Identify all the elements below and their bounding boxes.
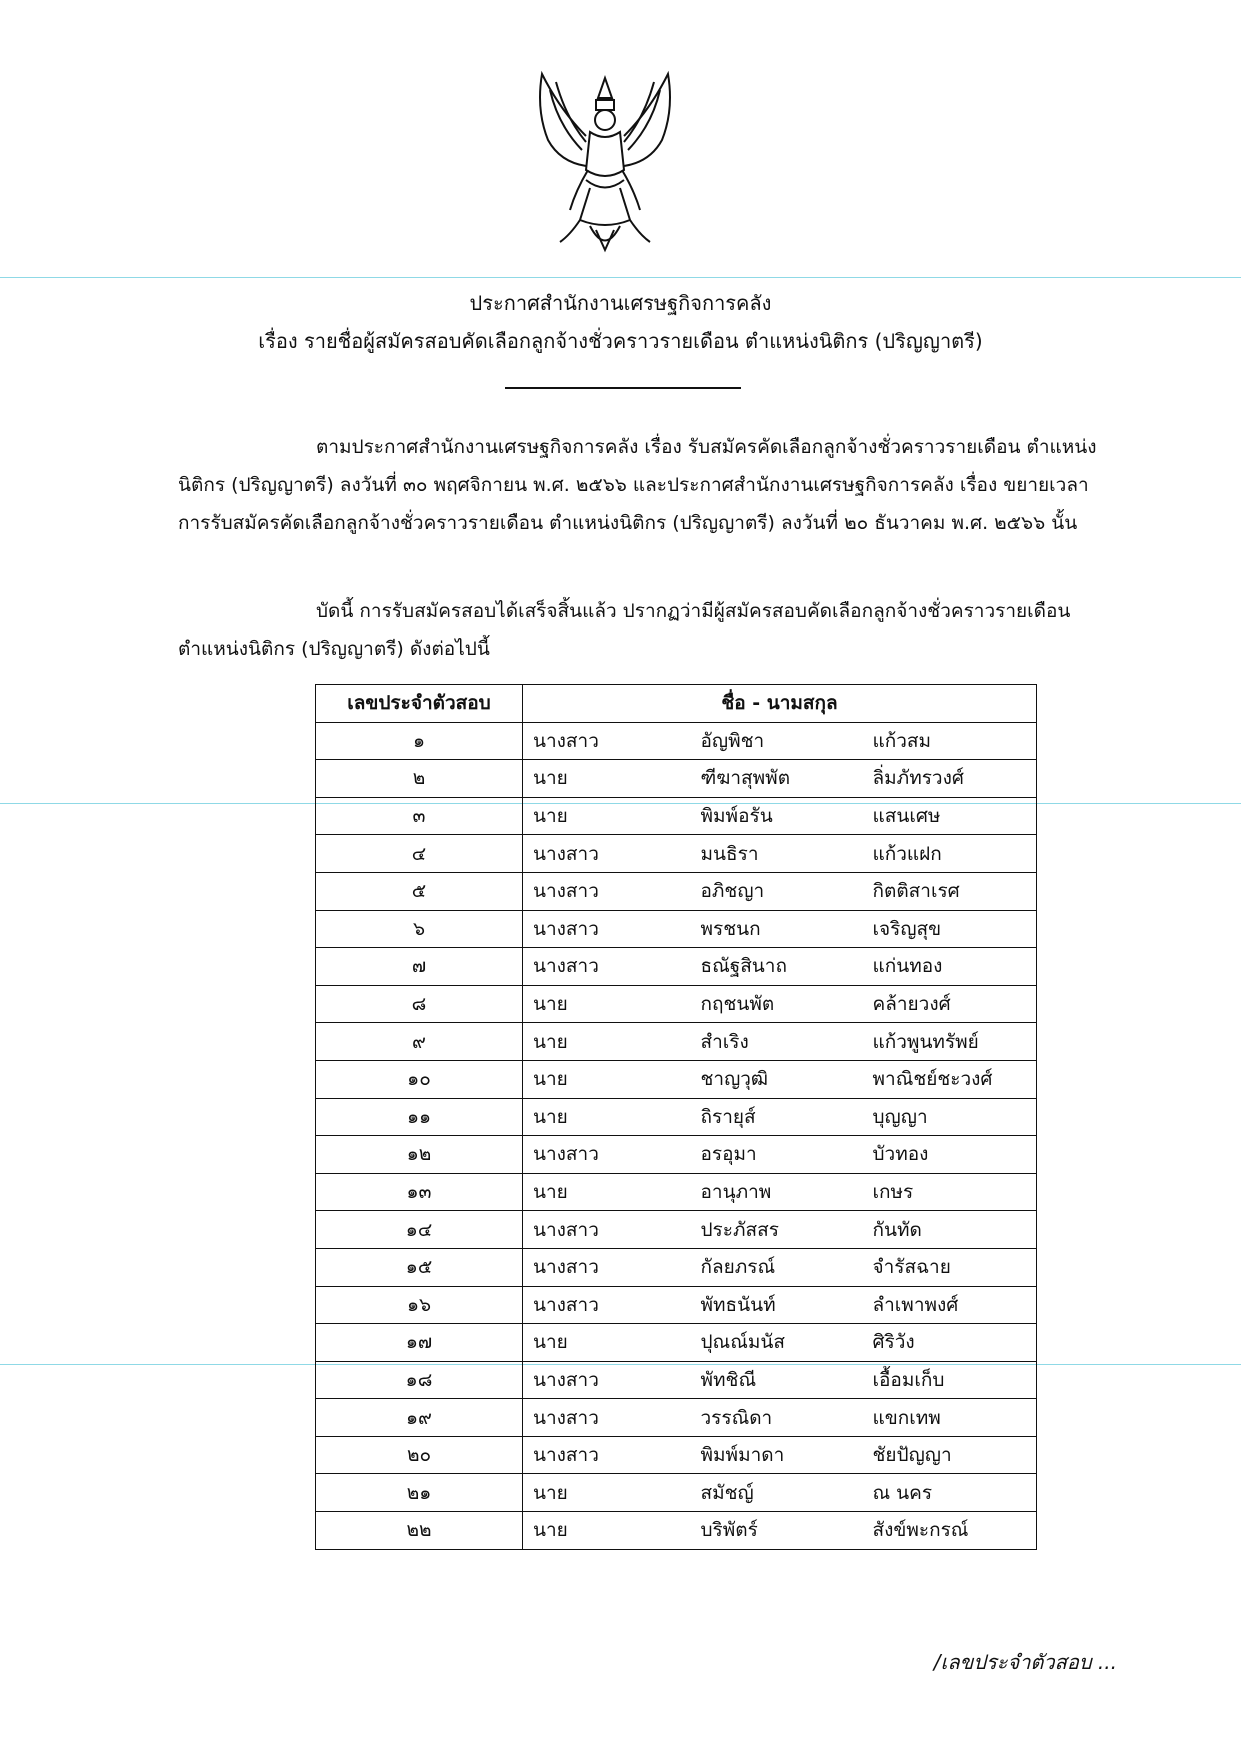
table-row bbox=[316, 1436, 1037, 1474]
last-name-cell: เอื้อมเก็บ bbox=[863, 1361, 1037, 1399]
first-name-cell: อัญพิชา bbox=[691, 722, 863, 760]
table-row bbox=[316, 910, 1037, 948]
first-name-cell: มนธิรา bbox=[691, 835, 863, 873]
table-row bbox=[316, 1173, 1037, 1211]
first-name-cell: ธณัฐสินาถ bbox=[691, 948, 863, 986]
exam-number-cell: ๘ bbox=[316, 985, 523, 1023]
continuation-note: /เลขประจำตัวสอบ ... bbox=[933, 1650, 1117, 1674]
name-title-cell: นางสาว bbox=[523, 948, 691, 986]
first-name-cell: วรรณิดา bbox=[691, 1399, 863, 1437]
table-row bbox=[316, 1286, 1037, 1324]
exam-number-cell: ๑๖ bbox=[316, 1286, 523, 1324]
exam-number-cell: ๔ bbox=[316, 835, 523, 873]
exam-number-cell: ๒๑ bbox=[316, 1474, 523, 1512]
last-name-cell: สังข์พะกรณ์ bbox=[863, 1512, 1037, 1550]
name-title-cell: นาย bbox=[523, 1060, 691, 1098]
table-row bbox=[316, 760, 1037, 798]
first-name-cell: พรชนก bbox=[691, 910, 863, 948]
first-name-cell: อภิชญา bbox=[691, 872, 863, 910]
table-row bbox=[316, 948, 1037, 986]
last-name-cell: แสนเศษ bbox=[863, 797, 1037, 835]
exam-number-cell: ๑ bbox=[316, 722, 523, 760]
table-body bbox=[316, 722, 1037, 1549]
name-title-cell: นางสาว bbox=[523, 835, 691, 873]
exam-number-cell: ๗ bbox=[316, 948, 523, 986]
exam-number-cell: ๑๓ bbox=[316, 1173, 523, 1211]
title-divider bbox=[505, 387, 741, 389]
table-row bbox=[316, 835, 1037, 873]
name-title-cell: นางสาว bbox=[523, 1248, 691, 1286]
garuda-emblem-icon bbox=[530, 70, 680, 260]
table-row bbox=[316, 1136, 1037, 1174]
intro-paragraph-text: ตามประกาศสำนักงานเศรษฐกิจการคลัง เรื่อง รับสมัครคัดเลือกลูกจ้างชั่วคราวรายเดือน ตำแหน่งนิติกร (ปริญญาตรี) ลงวันที่ ๓๐ พฤศจิกายน พ.ศ. ๒๕๖๖ และประกาศสำนักงานเศรษฐกิจการคลัง เรื่อง ขยายเวลาการรับสมัครคัดเลือกลูกจ้างชั่วคราวรายเดือน ตำแหน่งนิติกร (ปริญญาตรี) ลงวันที่ ๒๐ ธันวาคม พ.ศ. ๒๕๖๖ นั้น bbox=[178, 436, 1097, 534]
header-full-name: ชื่อ - นามสกุล bbox=[523, 685, 1037, 723]
exam-number-cell: ๑๘ bbox=[316, 1361, 523, 1399]
first-name-cell: ฑีฆาสุพพัต bbox=[691, 760, 863, 798]
name-title-cell: นางสาว bbox=[523, 1399, 691, 1437]
name-title-cell: นาย bbox=[523, 797, 691, 835]
last-name-cell: กิตติสาเรศ bbox=[863, 872, 1037, 910]
first-name-cell: พิมพ์อรัน bbox=[691, 797, 863, 835]
exam-number-cell: ๓ bbox=[316, 797, 523, 835]
name-title-cell: นางสาว bbox=[523, 1361, 691, 1399]
last-name-cell: คล้ายวงศ์ bbox=[863, 985, 1037, 1023]
last-name-cell: กันทัด bbox=[863, 1211, 1037, 1249]
table-row bbox=[316, 872, 1037, 910]
first-name-cell: ประภัสสร bbox=[691, 1211, 863, 1249]
name-title-cell: นาย bbox=[523, 1512, 691, 1550]
last-name-cell: ณ นคร bbox=[863, 1474, 1037, 1512]
first-name-cell: กฤชนพัต bbox=[691, 985, 863, 1023]
status-paragraph-text: บัดนี้ การรับสมัครสอบได้เสร็จสิ้นแล้ว ปรากฏว่ามีผู้สมัครสอบคัดเลือกลูกจ้างชั่วคราวรายเดือน ตำแหน่งนิติกร (ปริญญาตรี) ดังต่อไปนี้ bbox=[178, 600, 1071, 660]
table-row bbox=[316, 1098, 1037, 1136]
first-name-cell: อานุภาพ bbox=[691, 1173, 863, 1211]
exam-number-cell: ๖ bbox=[316, 910, 523, 948]
table-row bbox=[316, 1060, 1037, 1098]
intro-paragraph bbox=[178, 428, 1120, 542]
exam-number-cell: ๙ bbox=[316, 1023, 523, 1061]
exam-number-cell: ๑๕ bbox=[316, 1248, 523, 1286]
table-row bbox=[316, 1361, 1037, 1399]
name-title-cell: นาย bbox=[523, 985, 691, 1023]
first-name-cell: ถิรายุส์ bbox=[691, 1098, 863, 1136]
last-name-cell: แก่นทอง bbox=[863, 948, 1037, 986]
exam-number-cell: ๑๐ bbox=[316, 1060, 523, 1098]
last-name-cell: แขกเทพ bbox=[863, 1399, 1037, 1437]
exam-number-cell: ๑๑ bbox=[316, 1098, 523, 1136]
last-name-cell: แก้วแฝก bbox=[863, 835, 1037, 873]
table-header-row bbox=[316, 685, 1037, 723]
last-name-cell: จำรัสฉาย bbox=[863, 1248, 1037, 1286]
first-name-cell: พัทธนันท์ bbox=[691, 1286, 863, 1324]
first-name-cell: พิมพ์มาดา bbox=[691, 1436, 863, 1474]
applicant-table bbox=[315, 684, 1037, 1550]
last-name-cell: แก้วพูนทรัพย์ bbox=[863, 1023, 1037, 1061]
table-row bbox=[316, 985, 1037, 1023]
name-title-cell: นาย bbox=[523, 1098, 691, 1136]
name-title-cell: นาย bbox=[523, 760, 691, 798]
subject-title: เรื่อง รายชื่อผู้สมัครสอบคัดเลือกลูกจ้างชั่วคราวรายเดือน ตำแหน่งนิติกร (ปริญญาตรี) bbox=[258, 329, 983, 353]
name-title-cell: นางสาว bbox=[523, 1286, 691, 1324]
last-name-cell: ชัยปัญญา bbox=[863, 1436, 1037, 1474]
last-name-cell: ศิริวัง bbox=[863, 1324, 1037, 1362]
table-row bbox=[316, 797, 1037, 835]
exam-number-cell: ๒๐ bbox=[316, 1436, 523, 1474]
name-title-cell: นาย bbox=[523, 1023, 691, 1061]
exam-number-cell: ๑๗ bbox=[316, 1324, 523, 1362]
table-row bbox=[316, 1211, 1037, 1249]
first-name-cell: สมัชญ์ bbox=[691, 1474, 863, 1512]
table-row bbox=[316, 1474, 1037, 1512]
table-row bbox=[316, 1512, 1037, 1550]
first-name-cell: อรอุมา bbox=[691, 1136, 863, 1174]
first-name-cell: บริพัตร์ bbox=[691, 1512, 863, 1550]
name-title-cell: นาย bbox=[523, 1324, 691, 1362]
scan-guide-line bbox=[0, 277, 1241, 278]
name-title-cell: นางสาว bbox=[523, 722, 691, 760]
name-title-cell: นาย bbox=[523, 1173, 691, 1211]
name-title-cell: นางสาว bbox=[523, 1136, 691, 1174]
table-row bbox=[316, 1023, 1037, 1061]
last-name-cell: แก้วสม bbox=[863, 722, 1037, 760]
name-title-cell: นางสาว bbox=[523, 1436, 691, 1474]
name-title-cell: นาย bbox=[523, 1474, 691, 1512]
table-row bbox=[316, 1324, 1037, 1362]
table-row bbox=[316, 1399, 1037, 1437]
exam-number-cell: ๑๙ bbox=[316, 1399, 523, 1437]
first-name-cell: สำเริง bbox=[691, 1023, 863, 1061]
table-row bbox=[316, 1248, 1037, 1286]
exam-number-cell: ๑๒ bbox=[316, 1136, 523, 1174]
exam-number-cell: ๒ bbox=[316, 760, 523, 798]
name-title-cell: นางสาว bbox=[523, 1211, 691, 1249]
exam-number-cell: ๕ bbox=[316, 872, 523, 910]
last-name-cell: บัวทอง bbox=[863, 1136, 1037, 1174]
first-name-cell: กัลยภรณ์ bbox=[691, 1248, 863, 1286]
status-paragraph bbox=[178, 592, 1120, 668]
last-name-cell: ลิ่มภัทรวงศ์ bbox=[863, 760, 1037, 798]
last-name-cell: เกษร bbox=[863, 1173, 1037, 1211]
first-name-cell: ปุณณ์มนัส bbox=[691, 1324, 863, 1362]
header-exam-number: เลขประจำตัวสอบ bbox=[316, 685, 523, 723]
name-title-cell: นางสาว bbox=[523, 910, 691, 948]
table-row bbox=[316, 722, 1037, 760]
first-name-cell: พัทชิณี bbox=[691, 1361, 863, 1399]
first-name-cell: ชาญวุฒิ bbox=[691, 1060, 863, 1098]
last-name-cell: พาณิชย์ชะวงศ์ bbox=[863, 1060, 1037, 1098]
agency-title: ประกาศสำนักงานเศรษฐกิจการคลัง bbox=[469, 291, 772, 315]
last-name-cell: ลำเพาพงศ์ bbox=[863, 1286, 1037, 1324]
exam-number-cell: ๒๒ bbox=[316, 1512, 523, 1550]
name-title-cell: นางสาว bbox=[523, 872, 691, 910]
exam-number-cell: ๑๔ bbox=[316, 1211, 523, 1249]
last-name-cell: บุญญา bbox=[863, 1098, 1037, 1136]
last-name-cell: เจริญสุข bbox=[863, 910, 1037, 948]
